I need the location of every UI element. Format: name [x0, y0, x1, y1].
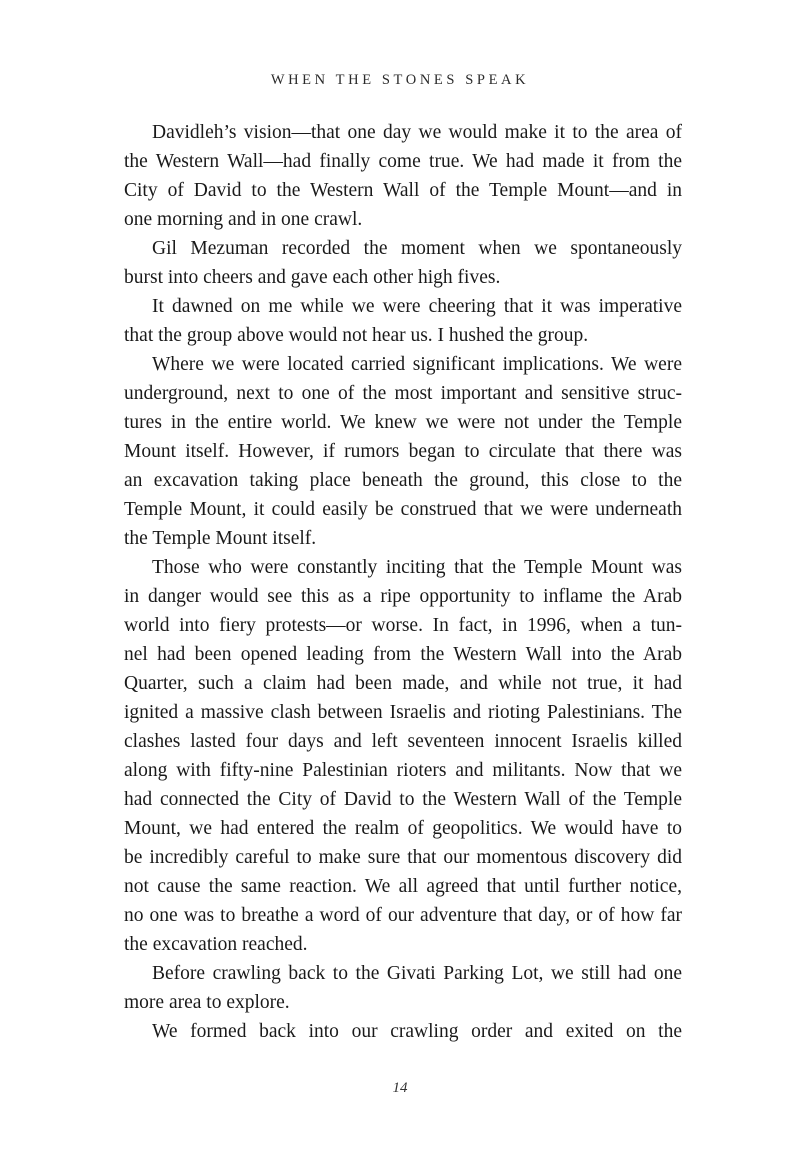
text-line: not cause the same reaction. We all agreed that until further notice,	[124, 876, 682, 897]
text-line: clashes lasted four days and left seventeen innocent Israelis killed	[124, 731, 682, 752]
text-line: Before crawling back to the Givati Parking Lot, we still had one	[152, 963, 682, 984]
text-line: world into fiery protests—or worse. In fact, in 1996, when a tun-	[124, 615, 682, 636]
text-line: underground, next to one of the most important and sensitive struc-	[124, 383, 682, 404]
text-line: be incredibly careful to make sure that our momentous discovery did	[124, 847, 682, 868]
text-line: one morning and in one crawl.	[124, 209, 363, 230]
text-line: We formed back into our crawling order and exited on the	[152, 1021, 682, 1042]
text-line: the Temple Mount itself.	[124, 528, 317, 549]
text-line: had connected the City of David to the Western Wall of the Temple	[124, 789, 682, 810]
text-line: ignited a massive clash between Israelis and rioting Palestinians. The	[124, 702, 682, 723]
text-line: nel had been opened leading from the Western Wall into the Arab	[124, 644, 682, 665]
text-line: burst into cheers and gave each other high fives.	[124, 267, 501, 288]
text-line: that the group above would not hear us. I hushed the group.	[124, 325, 589, 346]
text-line: tures in the entire world. We knew we were not under the Temple	[124, 412, 682, 433]
text-line: Gil Mezuman recorded the moment when we spontaneously	[152, 238, 682, 259]
text-line: in danger would see this as a ripe opportunity to inflame the Arab	[124, 586, 682, 607]
body-text	[124, 118, 682, 1046]
text-line: the Western Wall—had finally come true. We had made it from the	[124, 151, 682, 172]
text-line: Those who were constantly inciting that the Temple Mount was	[152, 557, 682, 578]
text-line: It dawned on me while we were cheering that it was imperative	[152, 296, 682, 317]
text-line: Temple Mount, it could easily be construed that we were underneath	[124, 499, 682, 520]
text-line: along with fifty-nine Palestinian rioters and militants. Now that we	[124, 760, 682, 781]
text-line: City of David to the Western Wall of the Temple Mount—and in	[124, 180, 682, 201]
text-line: more area to explore.	[124, 992, 290, 1013]
text-line: Quarter, such a claim had been made, and while not true, it had	[124, 673, 682, 694]
text-line: the excavation reached.	[124, 934, 308, 955]
text-line: Mount itself. However, if rumors began to circulate that there was	[124, 441, 682, 462]
text-line: no one was to breathe a word of our adventure that day, or of how far	[124, 905, 682, 926]
text-line: Davidleh’s vision—that one day we would make it to the area of	[152, 122, 682, 143]
text-line: Mount, we had entered the realm of geopolitics. We would have to	[124, 818, 682, 839]
page-number: 14	[392, 1080, 408, 1096]
text-line: Where we were located carried significant implications. We were	[152, 354, 682, 375]
running-head: WHEN THE STONES SPEAK	[270, 72, 530, 88]
text-line: an excavation taking place beneath the ground, this close to the	[124, 470, 682, 491]
